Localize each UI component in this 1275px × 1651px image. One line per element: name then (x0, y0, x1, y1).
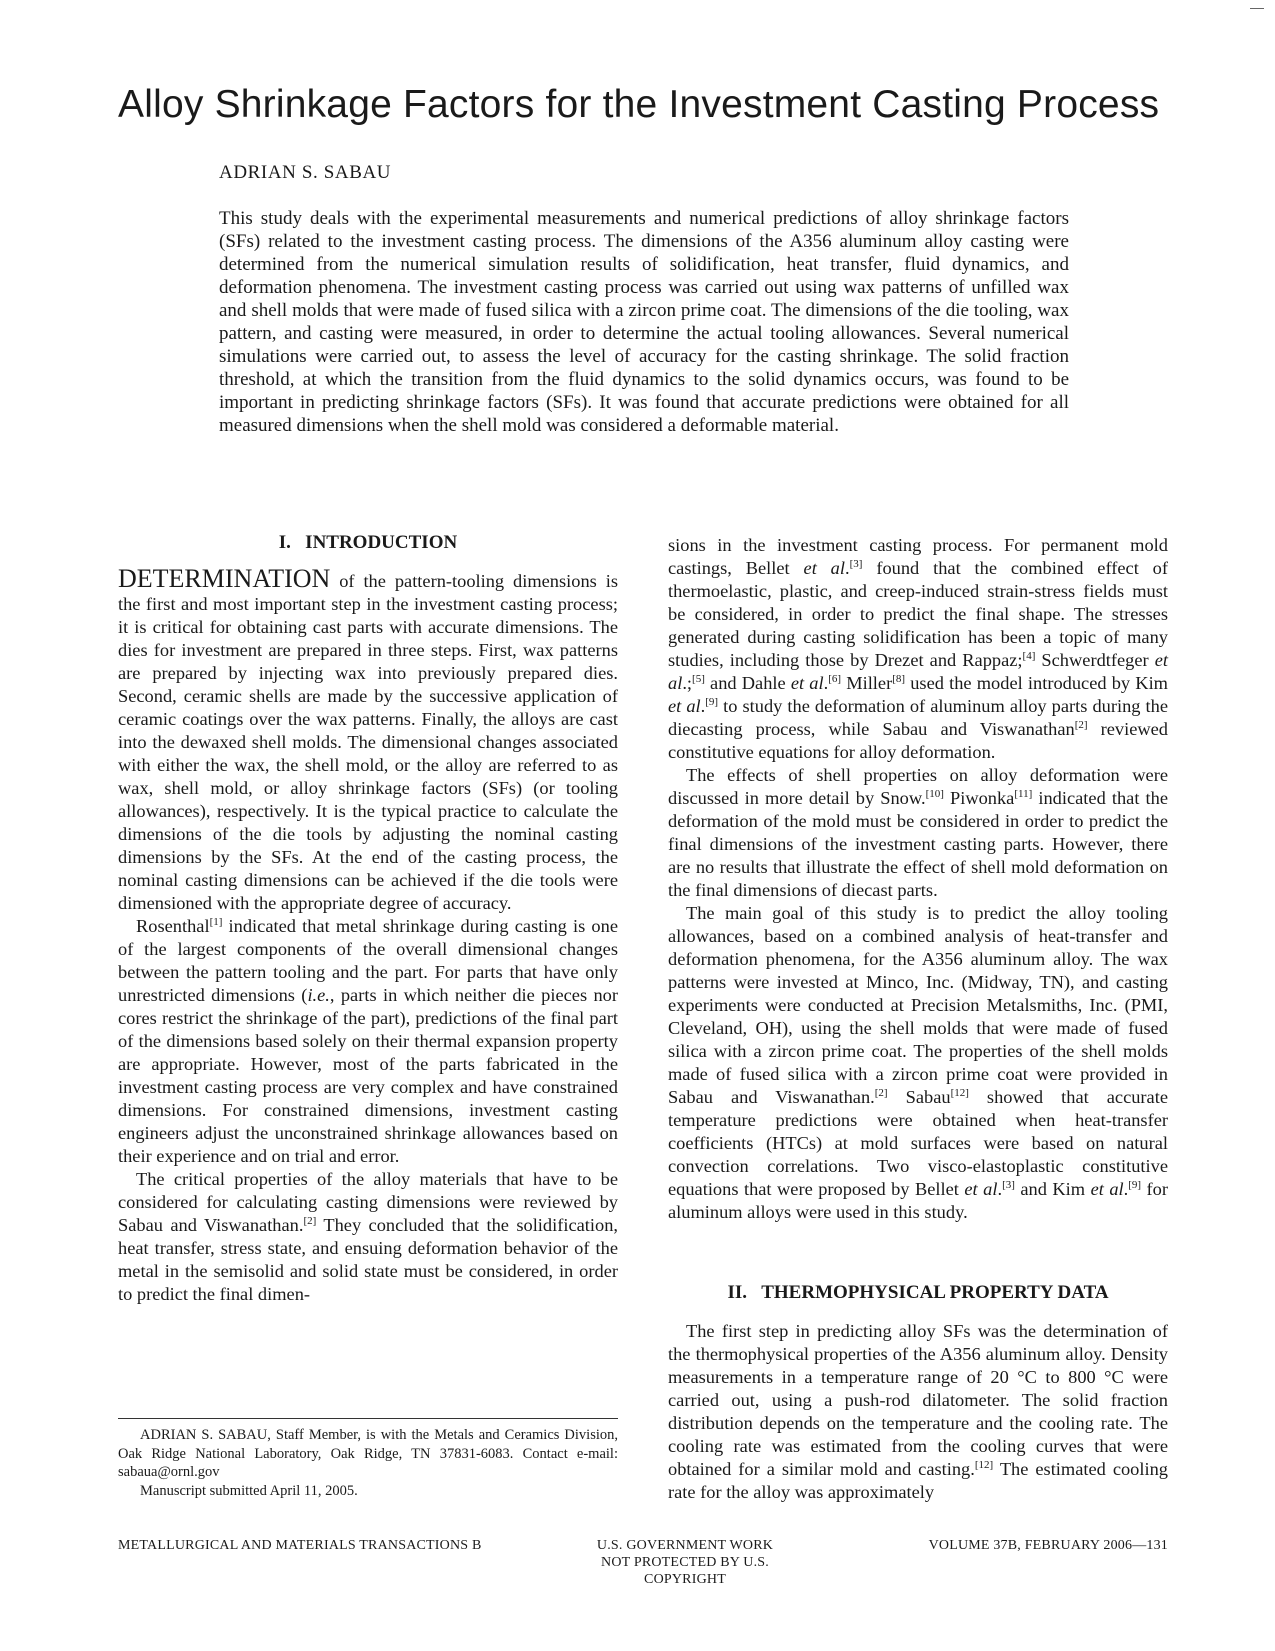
citation-2c[interactable]: [2] (874, 1086, 888, 1099)
citation-2b[interactable]: [2] (1074, 718, 1088, 731)
lead-word: DETERMINATION (118, 564, 331, 593)
citation-3[interactable]: [3] (849, 557, 863, 570)
intro-paragraph-1: DETERMINATION of the pattern-tooling dimensions is the first and most important step in the investment casting process; it is critical for obtaining cast parts with accurate dimensions. The dies for investment are prepared in three steps. First, wax patterns are prepared by injecting wax into previously prepared dies. Second, ceramic shells are made by the successive application of ceramic coatings over the wax patterns. Finally, the alloys are cast into the dewaxed shell molds. The dimensional changes associated with either the wax, the shell mold, or the alloy are referred to as wax, shell mold, or alloy shrinkage factors (SFs) (or tooling allowances), respectively. It is the typical practice to calculate the dimensions of the die tools by adjusting the nominal casting dimensions by the SFs. At the end of the casting process, the nominal casting dimensions can be achieved if the die tools were dimensioned with the appropriate degree of accuracy. (118, 564, 618, 913)
intro-paragraph-3-continued: sions in the investment casting process. For permanent mold castings, Bellet et al.[3] found that the combined effect of thermoelastic, plastic, and creep-induced strain-stress fields must be considered, in order to predict the final shape. The stresses generated during casting solidification has been a topic of many studies, including those by Drezet and Rappaz;[4] Schwerdtfeger et al.;[5] and Dahle et al.[6] Miller[8] used the model introduced by Kim et al.[9] to study the deformation of aluminum alloy parts during the diecasting process, while Sabau and Viswanathan[2] reviewed constitutive equations for alloy deformation. (668, 535, 1169, 762)
intro-paragraph-3: The critical properties of the alloy materials that have to be considered for calculating casting dimensions were reviewed by Sabau and Viswanathan.[2] They concluded that the solidification, heat transfer, stress state, and ensuing deformation behavior of the metal in the semisolid and solid state must be considered, in order to predict the final dimen- (118, 1169, 618, 1304)
intro-paragraph-2: Rosenthal[1] indicated that metal shrinkage during casting is one of the largest components of the overall dimensional changes between the pattern tooling and the part. For parts that have only unrestricted dimensions (i.e., parts in which neither die pieces nor cores restrict the shrinkage of the part), predictions of the final part of the dimensions based solely on their thermal expansion property are appropriate. However, most of the parts fabricated in the investment casting process are very complex and have constrained dimensions. For constrained dimensions, investment casting engineers adjust the unconstrained shrinkage allowances based on their experience and on trial and error. (118, 915, 618, 1166)
citation-12b[interactable]: [12] (974, 1458, 994, 1471)
citation-12[interactable]: [12] (950, 1086, 969, 1099)
paper-title: Alloy Shrinkage Factors for the Investment Casting Process (118, 83, 1160, 126)
intro-paragraph-4: The effects of shell properties on alloy deformation were discussed in more detail by Snow.[10] Piwonka[11] indicated that the deformation of the mold must be considered in order to predict the final dimensions of the investment casting parts. However, there are no results that illustrate the effect of shell mold deformation on the final dimensions of diecast parts. (668, 765, 1168, 900)
introduction-body (118, 564, 618, 1306)
right-column (668, 534, 1168, 1224)
citation-2[interactable]: [2] (303, 1214, 317, 1227)
citation-3b[interactable]: [3] (1002, 1178, 1015, 1191)
footer-copyright (560, 1537, 810, 1588)
citation-5[interactable]: [5] (692, 672, 705, 685)
abstract: This study deals with the experimental measurements and numerical predictions of alloy shrinkage factors (SFs) related to the investment casting process. The dimensions of the A356 aluminum alloy casting were determined from the numerical simulation results of solidification, heat transfer, fluid dynamics, and deformation phenomena. The investment casting process was carried out using wax patterns of unfilled wax and shell molds that were made of fused silica with a zircon prime coat. The dimensions of the die tooling, wax pattern, and casting were measured, in order to determine the actual tooling allowances. Several numerical simulations were carried out, to assess the level of accuracy for the casting shrinkage. The solid fraction threshold, at which the transition from the fluid dynamics to the solid dynamics occurs, was found to be important in predicting shrinkage factors (SFs). It was found that accurate predictions were obtained for all measured dimensions when the shell mold was considered a deformable material. (219, 208, 1069, 436)
citation-8[interactable]: [8] (892, 672, 906, 685)
author-footnote (118, 1426, 618, 1500)
footer-volume-page: VOLUME 37B, FEBRUARY 2006—131 (928, 1538, 1168, 1553)
section-heading-thermophysical: II. THERMOPHYSICAL PROPERTY DATA (727, 1282, 1109, 1303)
section-heading-introduction: I. INTRODUCTION (278, 532, 458, 553)
citation-6[interactable]: [6] (828, 672, 842, 685)
intro-paragraph-5: The main goal of this study is to predict the alloy tooling allowances, based on a combined analysis of heat-transfer and deformation phenomena, for the A356 aluminum alloy. The wax patterns were invested at Minco, Inc. (Midway, TN), and casting experiments were conducted at Precision Metalsmiths, Inc. (PMI, Cleveland, OH), using the shell molds that were made of fused silica with a zircon prime coat. The properties of the shell molds made of fused silica with a zircon prime coat were provided in Sabau and Viswanathan.[2] Sabau[12] showed that accurate temperature predictions were obtained when heat-transfer coefficients (HTCs) at mold surfaces were based on natural convection correlations. Two visco-elastoplastic constitutive equations that were proposed by Bellet et al.[3] and Kim et al.[9] for aluminum alloys were used in this study. (668, 903, 1168, 1222)
citation-9[interactable]: [9] (705, 695, 719, 708)
footnote-affiliation: ADRIAN S. SABAU, Staff Member, is with the Metals and Ceramics Division, Oak Ridge National Laboratory, Oak Ridge, TN 37831-6083. Contact e-mail: sabaua@ornl.gov (118, 1427, 618, 1480)
citation-10[interactable]: [10] (925, 787, 944, 800)
citation-9b[interactable]: [9] (1128, 1178, 1142, 1191)
footer-journal: METALLURGICAL AND MATERIALS TRANSACTIONS B (118, 1538, 482, 1553)
footer-copyright-line-2: NOT PROTECTED BY U.S. COPYRIGHT (601, 1555, 769, 1587)
citation-11[interactable]: [11] (1014, 787, 1033, 800)
footer-copyright-line-1: U.S. GOVERNMENT WORK (596, 1538, 774, 1553)
section2-body (668, 1320, 1168, 1504)
citation-1[interactable]: [1] (209, 915, 223, 928)
corner-crop-mark (1250, 8, 1264, 9)
citation-4[interactable]: [4] (1022, 649, 1036, 662)
section2-paragraph-1: The first step in predicting alloy SFs was the determination of the thermophysical properties of the A356 aluminum alloy. Density measurements in a temperature range of 20 °C to 800 °C were carried out, using a push-rod dilatometer. The solid fraction distribution depends on the temperature and the cooling rate. The cooling rate was estimated from the cooling curves that were obtained for a similar mold and casting.[12] The estimated cooling rate for the alloy was approximately (668, 1321, 1168, 1502)
footnote-rule (118, 1418, 618, 1419)
author-name: ADRIAN S. SABAU (219, 162, 392, 183)
footnote-submitted: Manuscript submitted April 11, 2005. (140, 1482, 358, 1499)
